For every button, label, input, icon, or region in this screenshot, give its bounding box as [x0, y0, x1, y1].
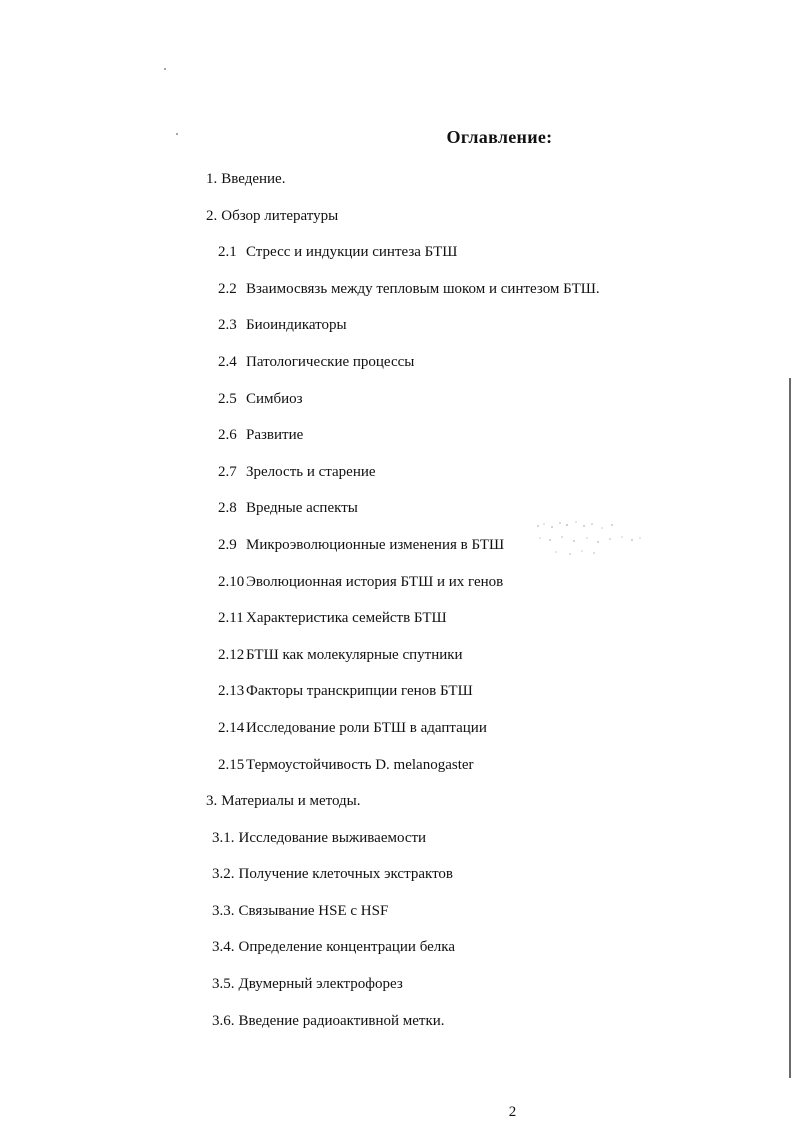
toc-item: [0, 607, 793, 644]
toc-item-number: 1.: [206, 171, 218, 187]
toc-item-text: Вредные аспекты: [246, 500, 358, 517]
toc-item: [0, 424, 793, 461]
toc-item: [0, 534, 793, 571]
toc-item-text: Стресс и индукции синтеза БТШ: [246, 244, 458, 261]
toc-item: [0, 278, 793, 315]
toc-item: [0, 168, 793, 205]
toc-item-text: Получение клеточных экстрактов: [238, 866, 454, 883]
toc-item: [0, 241, 793, 278]
toc-item-text: БТШ как молекулярные спутники: [246, 646, 463, 663]
table-of-contents: [0, 168, 793, 1046]
toc-item-number: 2.12: [218, 646, 245, 663]
toc-item-number: 2.7: [218, 463, 237, 480]
toc-item-number: 2.10: [218, 573, 245, 590]
toc-item-text: Факторы транскрипции генов БТШ: [246, 683, 473, 700]
toc-item-text: Эволюционная история БТШ и их генов: [246, 573, 504, 590]
toc-item: [0, 497, 793, 534]
toc-item-number: 2.: [206, 207, 218, 224]
scan-speck: [164, 68, 166, 70]
toc-item-text: Двумерный электрофорез: [238, 976, 403, 993]
toc-item: [0, 754, 793, 791]
toc-item: [0, 644, 793, 681]
toc-item: [0, 351, 793, 388]
toc-item-number: 3.6.: [212, 1012, 235, 1029]
toc-item-number: 2.1: [218, 244, 237, 261]
toc-item-number: 3.5.: [212, 976, 235, 993]
toc-item-number: 2.15: [218, 756, 245, 773]
toc-item: [0, 388, 793, 425]
toc-item-text: Исследование выживаемости: [238, 829, 427, 846]
toc-item-number: 3.1.: [212, 829, 235, 846]
toc-item-number: 2.8: [218, 500, 237, 517]
toc-item-text: Введение.: [221, 171, 286, 187]
toc-item-text: Определение концентрации белка: [238, 939, 456, 956]
toc-item: [0, 827, 793, 864]
toc-item-number: 3.4.: [212, 939, 235, 956]
toc-item: [0, 973, 793, 1010]
toc-item-text: Патологические процессы: [246, 353, 415, 370]
toc-item: [0, 900, 793, 937]
toc-item-text: Характеристика семейств БТШ: [246, 610, 447, 627]
page-number: 2: [508, 1104, 517, 1120]
toc-item-number: 3.2.: [212, 866, 235, 883]
toc-item-text: Зрелость и старение: [246, 463, 376, 480]
page-title: Оглавление:: [446, 127, 553, 147]
toc-item-text: Связывание HSE с HSF: [238, 902, 389, 919]
toc-item: [0, 205, 793, 242]
toc-item: [0, 461, 793, 498]
toc-item-text: Взаимосвязь между тепловым шоком и синтезом БТШ.: [246, 280, 600, 297]
toc-item: [0, 680, 793, 717]
toc-item-number: 2.14: [218, 719, 245, 736]
toc-item-number: 2.9: [218, 536, 237, 553]
toc-item-text: Симбиоз: [246, 390, 303, 407]
toc-item-number: 2.13: [218, 683, 245, 700]
toc-item-number: 3.3.: [212, 902, 235, 919]
toc-item-number: 2.3: [218, 317, 237, 334]
toc-item-text: Обзор литературы: [221, 207, 339, 224]
toc-item: [0, 717, 793, 754]
toc-item: [0, 863, 793, 900]
toc-item-text: Развитие: [246, 427, 304, 444]
toc-item-number: 2.5: [218, 390, 237, 407]
toc-item-number: 2.11: [218, 610, 244, 627]
toc-item-number: 2.2: [218, 280, 237, 297]
toc-item-number: 3.: [206, 793, 218, 810]
toc-item: [0, 790, 793, 827]
toc-item-text: Микроэволюционные изменения в БТШ: [246, 536, 505, 553]
toc-item-text: Введение радиоактивной метки.: [238, 1012, 445, 1029]
toc-item-number: 2.6: [218, 427, 237, 444]
toc-item-text: Термоустойчивость D. melanogaster: [246, 756, 474, 773]
toc-item: [0, 936, 793, 973]
toc-item-text: Материалы и методы.: [221, 793, 361, 810]
toc-item-text: Биоиндикаторы: [246, 317, 347, 334]
toc-item-number: 2.4: [218, 353, 237, 370]
toc-item: [0, 1010, 793, 1047]
toc-item: [0, 571, 793, 608]
toc-item-text: Исследование роли БТШ в адаптации: [246, 719, 487, 736]
toc-item: [0, 314, 793, 351]
